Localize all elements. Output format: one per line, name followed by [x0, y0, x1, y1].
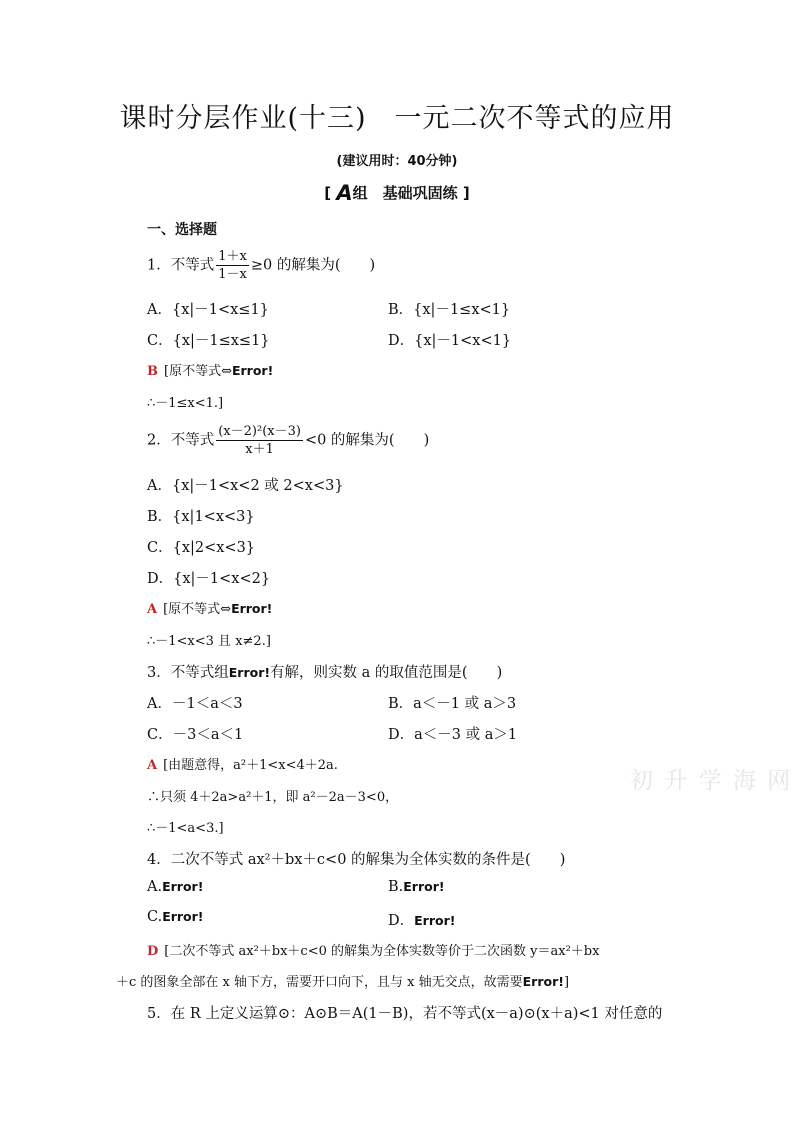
group-letter: A: [336, 181, 353, 205]
question-1-stem: [147, 248, 375, 283]
section-heading: 一、选择题: [147, 222, 217, 238]
q2-answer: A: [147, 602, 158, 617]
group-open-bracket: [: [324, 184, 332, 202]
q3-answer: A: [147, 758, 158, 773]
q2-explanation-line2: ∴－1<x<3 且 x≠2.]: [147, 634, 271, 649]
q4-c-label: C.: [147, 909, 163, 925]
question-4-stem: 4．二次不等式 ax²＋bx＋c<0 的解集为全体实数的条件是( ): [147, 852, 566, 868]
q3-explanation-line3: ∴－1<a<3.]: [147, 821, 224, 836]
q1-explanation: [147, 360, 273, 379]
q3-prefix: 3．不等式组: [147, 665, 229, 681]
q3-option-d: D．a＜－3 或 a＞1: [388, 727, 518, 743]
q1-explanation-line2: ∴－1≤x<1.]: [147, 396, 224, 411]
q2-prefix: 2．不等式: [147, 432, 215, 449]
q4-option-c: [147, 909, 204, 925]
q1-denominator: 1－x: [218, 267, 247, 282]
q2-fraction: [216, 423, 303, 458]
q3-error-text: Error!: [228, 665, 271, 680]
page-title: 课时分层作业(十三) 一元二次不等式的应用: [119, 103, 675, 134]
q4-option-b: [388, 879, 445, 895]
q4-answer: D: [147, 944, 159, 959]
q1-explanation-text: [原不等式⇔: [164, 364, 232, 379]
q2-numerator: (x－2)²(x－3): [218, 424, 301, 439]
q3-explanation-text: [由题意得，a²＋1<x<4＋2a.: [163, 758, 338, 773]
q1-option-c: C．{x|－1≤x≤1}: [147, 333, 270, 349]
q2-option-d: D．{x|－1<x<2}: [147, 571, 271, 587]
q2-denominator: x＋1: [216, 440, 303, 458]
q4-b-error: Error!: [403, 879, 445, 894]
q1-prefix: 1．不等式: [147, 257, 215, 274]
q1-option-a: A．{x|－1<x≤1}: [147, 302, 269, 318]
q4-explanation: [147, 940, 599, 959]
q3-option-c: C．－3＜a＜1: [147, 727, 244, 743]
q1-numerator: 1＋x: [218, 249, 247, 264]
q4-a-error: Error!: [162, 879, 204, 894]
q4-b-label: B.: [388, 879, 404, 895]
group-heading: [0, 181, 794, 205]
q2-option-c: C．{x|2<x<3}: [147, 540, 256, 556]
q4-a-label: A.: [147, 879, 163, 895]
q2-explanation: [147, 598, 272, 617]
q4-c-error: Error!: [162, 909, 204, 924]
q1-fraction: [216, 248, 249, 283]
q4-option-a: [147, 879, 203, 895]
q1-answer: B: [147, 364, 158, 379]
q1-option-b: B．{x|－1≤x<1}: [388, 302, 511, 318]
q4-explanation-close: ]: [563, 975, 570, 990]
time-note: (建议用时：40分钟): [336, 154, 458, 169]
q1-error-text: Error!: [231, 363, 274, 378]
q4-explanation-text2: ＋c 的图象全部在 x 轴下方，需要开口向下，且与 x 轴无交点，故需要: [116, 975, 523, 990]
q4-d-error: Error!: [414, 913, 456, 928]
q2-option-a: A．{x|－1<x<2 或 2<x<3}: [147, 478, 344, 494]
q2-explanation-text: [原不等式⇔: [163, 602, 232, 617]
question-5-stem: 5．在 R 上定义运算⊙：A⊙B＝A(1－B)，若不等式(x－a)⊙(x＋a)<1 对任意的: [147, 1006, 663, 1022]
q2-error-text: Error!: [231, 601, 273, 616]
group-close-bracket: ]: [462, 184, 470, 202]
question-2-stem: [147, 423, 429, 458]
q4-explanation-error: Error!: [522, 974, 564, 989]
q3-option-a: A．－1＜a＜3: [147, 696, 243, 712]
q4-explanation-line2: [116, 971, 569, 990]
q3-explanation-line2: ∴只须 4＋2a>a²＋1，即 a²－2a－3<0，: [147, 790, 399, 805]
q3-explanation: [147, 754, 338, 773]
q2-option-b: B．{x|1<x<3}: [147, 509, 255, 525]
q1-option-d: D．{x|－1<x<1}: [388, 333, 512, 349]
q3-suffix: 有解，则实数 a 的取值范围是( ): [270, 665, 503, 681]
watermark: 初 升 学 海 网: [630, 768, 793, 794]
q4-option-d: [388, 909, 455, 930]
q4-explanation-text: [二次不等式 ax²＋bx＋c<0 的解集为全体实数等价于二次函数 y＝ax²＋bx: [164, 944, 600, 959]
q2-suffix: <0 的解集为( ): [304, 432, 430, 449]
q1-suffix: ≥0 的解集为( ): [250, 257, 376, 274]
question-3-stem: [147, 661, 502, 682]
group-label: 组 基础巩固练: [352, 184, 458, 202]
q4-d-label: D．: [388, 913, 415, 929]
q3-option-b: B．a＜－1 或 a＞3: [388, 696, 517, 712]
